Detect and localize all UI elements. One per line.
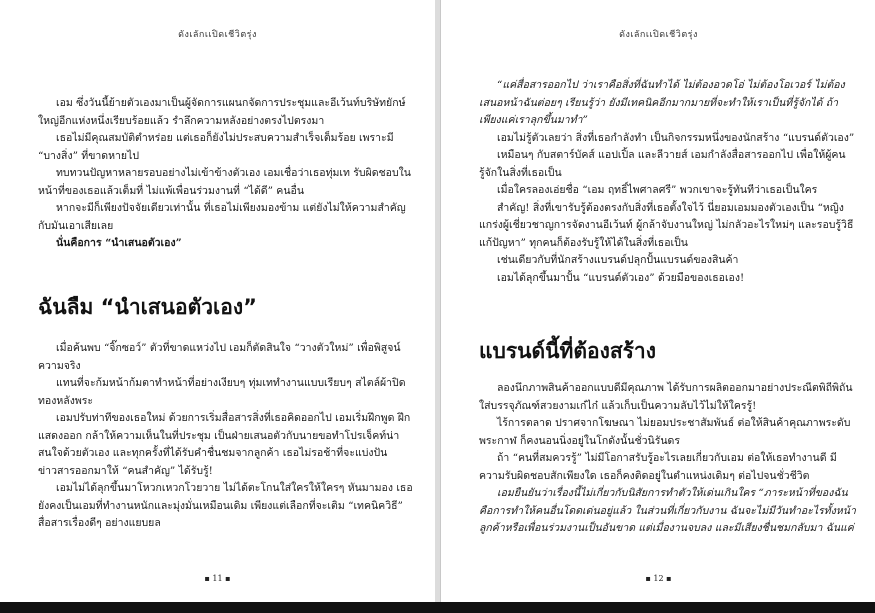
right-body-bottom: [479, 380, 856, 538]
left-section-heading: ฉันลืม “นำเสนอตัวเอง”: [38, 295, 257, 319]
right-para-4: เมื่อใครลองเอ่ยชื่อ “เอม ฤทธิ์ไพศาลศรี” พวกเขาจะรู้ทันทีว่าเธอเป็นใคร: [497, 184, 818, 196]
left-para-7: แทนที่จะก้มหน้าก้มตาทำหน้าที่อย่างเงียบๆ ทุ่มเททำงานแบบเรียบๆ สไตล์ผ้าปิดทองหลังพระ: [38, 377, 406, 407]
left-running-head: ดังเลักเเปิดเชีวิตรุ่ง: [178, 30, 257, 40]
right-para-11: เอมยืนยันว่าเรื่องนี้ไม่เกี่ยวกับนิสัยการทำตัวให้เด่นเกินใคร “ภาระหน้าที่ของฉันคือการทำให้คนอื่นโดดเด่นอยู่แล้ว ในส่วนที่เกี่ยวกับงาน ฉันจะไม่มีวันทำอะไรทั้งหน้าลูกค้าหรือเพื่อนร่วมงานเป็นอันขาด แต่เมื่องานจบลง และมีเสียงชื่นชมกลับมา ฉันแค่: [479, 487, 856, 534]
right-section-heading: แบรนด์นี้ที่ต้องสร้าง: [479, 339, 656, 363]
right-para-1: “แค่สื่อสารออกไป ว่าเราคือสิ่งที่ฉันทำได้ ไม่ต้องอวดโอ่ ไม่ต้องโอเวอร์ ไม่ต้องเสนอหน้าฉันต่อยๆ เรียนรู้ว่า ยังมีเทคนิคอีกมากมายที่จะทำให้เราเป็นที่รู้จักได้ ถ้าเพียงแค่เราลุกขึ้นมาทำ”: [479, 79, 845, 126]
right-para-2: เอมไม่รู้ตัวเลยว่า สิ่งที่เธอกำลังทำ เป็นกิจกรรมหนึ่งของนักสร้าง “แบรนด์ตัวเอง”: [497, 131, 855, 144]
left-para-8: เอมปรับท่าทีของเธอใหม่ ด้วยการเริ่มสื่อสารสิ่งที่เธอคิดออกไป เอมเริ่มฝึกพูด ฝึกแสดงออก กล้าให้ความเห็นในที่ประชุม เป็นฝ่ายเสนอตัวกับนายขอทำโปรเจ็คท์น่าสนใจด้วยตัวเอง และทุกครั้งที่ได้รับคำชื่นชมจากลูกค้า เธอไม่รอช้าที่จะแบ่งปันข่าวสารออกมาให้ “คนสำคัญ” ได้รับรู้!: [38, 412, 411, 477]
left-page: [0, 0, 436, 602]
left-body-bottom: [38, 340, 415, 533]
right-heading-wrap: [479, 338, 856, 364]
left-para-3: ทบทวนปัญหาหลายรอบอย่างไม่เข้าข้างตัวเอง เอมเชื่อว่าเธอทุ่มเท รับผิดชอบในหน้าที่ของเธอแล้วเต็มที่ ไม่แพ้เพื่อนร่วมงานที่ “ได้ดี” คนอื่น: [38, 167, 411, 197]
right-para-10: ถ้า “คนที่สมควรรู้” ไม่มีโอกาสรับรู้อะไรเลยเกี่ยวกับเอม ต่อให้เธอทำงานดี มีความรับผิดชอบสักเพียงใด เธอก็คงติดอยู่ในตำแหน่งเดิมๆ ต่อไปจนชั่วชีวิต: [479, 452, 837, 482]
right-page-number: ▪ 12 ▪: [645, 574, 672, 583]
left-heading-wrap: [38, 294, 415, 320]
left-para-4: หากจะมีก็เพียงปัจจัยเดียวเท่านั้น ที่เธอไม่เพียงมองข้าม แต่ยังไม่ให้ความสำคัญกับมันเอาเสียเลย: [38, 202, 406, 232]
right-para-8: ลองนึกภาพสินค้าออกแบบดีมีคุณภาพ ได้รับการผลิตออกมาอย่างประณีตพิถีพิถัน ใส่บรรจุภัณฑ์สวยงามเก๋ไก๋ แล้วเก็บเป็นความลับไว้ไม่ให้ใครรู้!: [479, 382, 853, 412]
left-body-top: [38, 95, 415, 253]
left-page-number: ▪ 11 ▪: [204, 574, 231, 583]
viewer-bottom-bar: [0, 602, 875, 613]
right-para-5: สำคัญ! สิ่งที่เขารับรู้ต้องตรงกับสิ่งที่เธอตั้งใจไว้ นี่ยอมเอมมองตัวเองเป็น “หญิงแกร่งผู้เชี่ยวชาญการจัดงานอีเว้นท์ ผู้กล้าจับงานใหญ่ ไม่กลัวอะไรใหม่ๆ และรอบรู้วิธีแก้ปัญหา” ทุกคนก็ต้องรับรู้ให้ได้ในสิ่งที่เธอเป็น: [479, 201, 854, 249]
right-body-top: [479, 77, 856, 287]
right-para-9: ไร้การตลาด ปราศจากโฆษณา ไม่ยอมประชาสัมพันธ์ ต่อให้สินค้าคุณภาพระดับพระกาฬ ก็คงนอนนิ่งอยู่ในโกดังนั้นชั่วนิรันดร: [479, 417, 851, 447]
right-page: [440, 0, 875, 602]
left-para-9: เอมไม่ได้ลุกขึ้นมาโหวกเหวกโวยวาย ไม่ได้ตะโกนใส่ใครให้ใครๆ หันมามอง เธอยังคงเป็นเอมที่ทำงานหนักและมุ่งมั่นเหมือนเดิม เพียงแต่เลือกที่จะเติม “เทคนิควิธี” สื่อสารเรื่องดีๆ อย่างแยบยล: [38, 482, 413, 529]
left-para-1: เอม ซึ่งวันนี้ย้ายตัวเองมาเป็นผู้จัดการแผนกจัดการประชุมและอีเว้นท์บริษัทยักษ์ใหญ่อีกแห่งหนึ่งเรียบร้อยแล้ว รำลึกความหลังอย่างตรงไปตรงมา: [38, 97, 406, 127]
right-para-7: เอมได้ลุกขึ้นมาปั้น “แบรนด์ตัวเอง” ด้วยมือของเธอเอง!: [497, 271, 745, 284]
right-running-head: ดังเลักเเปิดเชีวิตรุ่ง: [619, 30, 698, 40]
right-para-3: เหมือนๆ กับสตาร์บัคส์ แอปเปิ้ล และลีวายส์ เอมกำลังสื่อสารออกไป เพื่อให้ผู้คนรู้จักในสิ่งที่เธอเป็น: [479, 149, 846, 179]
left-para-2: เธอไม่มีคุณสมบัติตำหร่อย แต่เธอก็ยังไม่ประสบความสำเร็จเต็มร้อย เพราะมี “บางสิ่ง” ที่ขาดหายไป: [38, 132, 394, 162]
right-para-6: เช่นเดียวกับที่นักสร้างแบรนด์ปลุกปั้นแบรนด์ของสินค้า: [497, 254, 739, 266]
left-para-6: เมื่อค้นพบ “จิ๊กซอว์” ตัวที่ขาดแหว่งไป เอมก็ตัดสินใจ “วางตัวใหม่” เพื่อพิสูจน์ความจริง: [38, 342, 401, 372]
left-para-5: นั่นคือการ “นำเสนอตัวเอง”: [56, 237, 182, 249]
